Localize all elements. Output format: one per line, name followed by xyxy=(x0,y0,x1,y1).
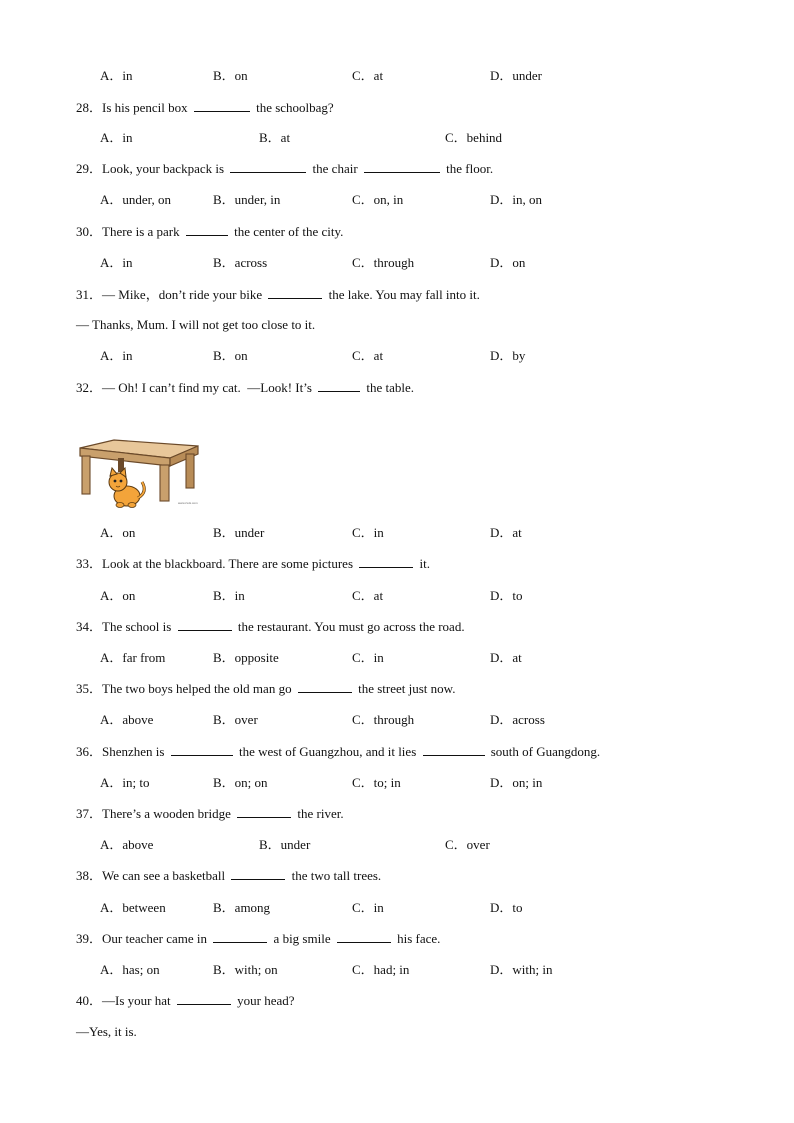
option-d[interactable]: D．with; in xyxy=(490,962,553,977)
option-a[interactable]: A．between xyxy=(100,900,166,915)
option-a[interactable]: A．in; to xyxy=(100,775,150,790)
stem-text: it. xyxy=(416,556,430,571)
option-a[interactable]: A．under, on xyxy=(100,192,171,207)
question-number: 33． xyxy=(76,556,103,571)
answer-blank[interactable] xyxy=(230,161,306,173)
stem-text: There is a park xyxy=(102,224,183,239)
answer-blank[interactable] xyxy=(186,224,228,236)
question-number: 31． xyxy=(76,287,103,302)
stem-text: a big smile xyxy=(270,931,334,946)
option-b[interactable]: B．under xyxy=(259,837,311,852)
question-37-stem xyxy=(76,806,344,822)
option-a[interactable]: A．in xyxy=(100,348,133,363)
option-d[interactable]: D．to xyxy=(490,588,523,603)
stem-text: Look at the blackboard. There are some pictures xyxy=(102,556,357,571)
question-33-stem xyxy=(76,556,430,572)
cat-icon xyxy=(109,468,144,508)
question-number: 30． xyxy=(76,224,103,239)
option-c[interactable]: C．over xyxy=(445,837,490,852)
answer-blank[interactable] xyxy=(359,556,413,568)
option-d[interactable]: D．at xyxy=(490,525,522,540)
option-b[interactable]: B．at xyxy=(259,130,291,145)
option-c[interactable]: C．in xyxy=(352,900,384,915)
option-b[interactable]: B．with; on xyxy=(213,962,278,977)
question-number: 40． xyxy=(76,993,103,1008)
option-b[interactable]: B．over xyxy=(213,712,258,727)
option-b[interactable]: B．on xyxy=(213,348,248,363)
option-c[interactable]: C．had; in xyxy=(352,962,410,977)
answer-blank[interactable] xyxy=(231,868,285,880)
question-39-stem xyxy=(76,931,440,947)
option-c[interactable]: C．at xyxy=(352,68,384,83)
option-a[interactable]: A．in xyxy=(100,255,133,270)
option-d[interactable]: D．by xyxy=(490,348,526,363)
stem-text: the west of Guangzhou, and it lies xyxy=(235,744,420,759)
table-cat-illustration xyxy=(74,436,204,510)
stem-text: The school is xyxy=(102,619,175,634)
question-28-stem xyxy=(76,100,334,116)
answer-blank[interactable] xyxy=(171,744,233,756)
question-number: 29． xyxy=(76,161,103,176)
option-d[interactable]: D．on xyxy=(490,255,526,270)
option-a[interactable]: A．on xyxy=(100,525,136,540)
option-d[interactable]: D．in, on xyxy=(490,192,543,207)
stem-text: the chair xyxy=(309,161,361,176)
option-a[interactable]: A．in xyxy=(100,130,133,145)
question-number: 35． xyxy=(76,681,103,696)
question-number: 32． xyxy=(76,380,103,395)
question-number: 37． xyxy=(76,806,103,821)
stem-text: the two tall trees. xyxy=(288,868,382,883)
answer-blank[interactable] xyxy=(337,931,391,943)
option-d[interactable]: D．under xyxy=(490,68,542,83)
stem-text: Is his pencil box xyxy=(102,100,191,115)
option-c[interactable]: C．at xyxy=(352,588,384,603)
answer-blank[interactable] xyxy=(318,380,360,392)
question-29-stem xyxy=(76,161,493,177)
question-32-stem xyxy=(76,380,414,396)
option-b[interactable]: B．opposite xyxy=(213,650,279,665)
option-c[interactable]: C．through xyxy=(352,255,415,270)
stem-text: south of Guangdong. xyxy=(487,744,601,759)
question-35-stem xyxy=(76,681,455,697)
question-36-stem xyxy=(76,744,600,760)
option-a[interactable]: A．in xyxy=(100,68,133,83)
stem-text: the lake. You may fall into it. xyxy=(325,287,480,302)
stem-text: Look, your backpack is xyxy=(102,161,228,176)
option-c[interactable]: C．behind xyxy=(445,130,503,145)
answer-blank[interactable] xyxy=(268,287,322,299)
stem-text: the table. xyxy=(363,380,415,395)
question-31-reply xyxy=(76,317,315,333)
question-31-stem xyxy=(76,287,480,303)
stem-text: There’s a wooden bridge xyxy=(102,806,235,821)
option-c[interactable]: C．on, in xyxy=(352,192,404,207)
option-b[interactable]: B．on xyxy=(213,68,248,83)
answer-blank[interactable] xyxy=(178,619,232,631)
answer-blank[interactable] xyxy=(298,681,352,693)
stem-text: his face. xyxy=(393,931,441,946)
option-a[interactable]: A．on xyxy=(100,588,136,603)
option-a[interactable]: A．far from xyxy=(100,650,166,665)
question-number: 28． xyxy=(76,100,103,115)
answer-blank[interactable] xyxy=(364,161,440,173)
stem-text: — Mike，don’t ride your bike xyxy=(102,287,266,302)
option-d[interactable]: D．across xyxy=(490,712,545,727)
stem-text: the center of the city. xyxy=(230,224,344,239)
option-d[interactable]: D．on; in xyxy=(490,775,543,790)
question-40-stem xyxy=(76,993,295,1009)
stem-text: Our teacher came in xyxy=(102,931,211,946)
stem-text: your head? xyxy=(233,993,295,1008)
stem-text: the floor. xyxy=(442,161,494,176)
answer-blank[interactable] xyxy=(237,806,291,818)
option-c[interactable]: C．in xyxy=(352,525,384,540)
question-number: 36． xyxy=(76,744,103,759)
image-credit: www.zxxk.com xyxy=(178,501,198,505)
option-a[interactable]: A．has; on xyxy=(100,962,160,977)
stem-text: We can see a basketball xyxy=(102,868,229,883)
stem-text: — Thanks, Mum. I will not get too close to it. xyxy=(76,317,316,332)
option-a[interactable]: A．above xyxy=(100,837,154,852)
option-c[interactable]: C．through xyxy=(352,712,415,727)
option-b[interactable]: B．on; on xyxy=(213,775,268,790)
answer-blank[interactable] xyxy=(194,100,250,112)
option-d[interactable]: D．at xyxy=(490,650,522,665)
option-b[interactable]: B．across xyxy=(213,255,268,270)
stem-text: the schoolbag? xyxy=(252,100,334,115)
question-34-stem xyxy=(76,619,465,635)
answer-blank[interactable] xyxy=(177,993,231,1005)
option-a[interactable]: A．above xyxy=(100,712,154,727)
option-c[interactable]: C．in xyxy=(352,650,384,665)
question-number: 39． xyxy=(76,931,103,946)
stem-text: —Yes, it is. xyxy=(76,1024,137,1039)
option-b[interactable]: B．under xyxy=(213,525,265,540)
stem-text: — Oh! I can’t find my cat. —Look! It’s xyxy=(102,380,316,395)
option-d[interactable]: D．to xyxy=(490,900,523,915)
answer-blank[interactable] xyxy=(213,931,267,943)
stem-text: the restaurant. You must go across the road. xyxy=(234,619,465,634)
stem-text: the river. xyxy=(294,806,344,821)
question-30-stem xyxy=(76,224,343,240)
stem-text: Shenzhen is xyxy=(102,744,168,759)
option-c[interactable]: C．at xyxy=(352,348,384,363)
question-number: 38． xyxy=(76,868,103,883)
option-c[interactable]: C．to; in xyxy=(352,775,401,790)
stem-text: The two boys helped the old man go xyxy=(102,681,295,696)
question-number: 34． xyxy=(76,619,103,634)
stem-text: the street just now. xyxy=(354,681,456,696)
question-38-stem xyxy=(76,868,381,884)
table-icon xyxy=(74,436,204,510)
option-b[interactable]: B．under, in xyxy=(213,192,281,207)
stem-text: —Is your hat xyxy=(102,993,174,1008)
option-b[interactable]: B．in xyxy=(213,588,245,603)
answer-blank[interactable] xyxy=(423,744,485,756)
question-40-reply xyxy=(76,1024,137,1040)
option-b[interactable]: B．among xyxy=(213,900,271,915)
